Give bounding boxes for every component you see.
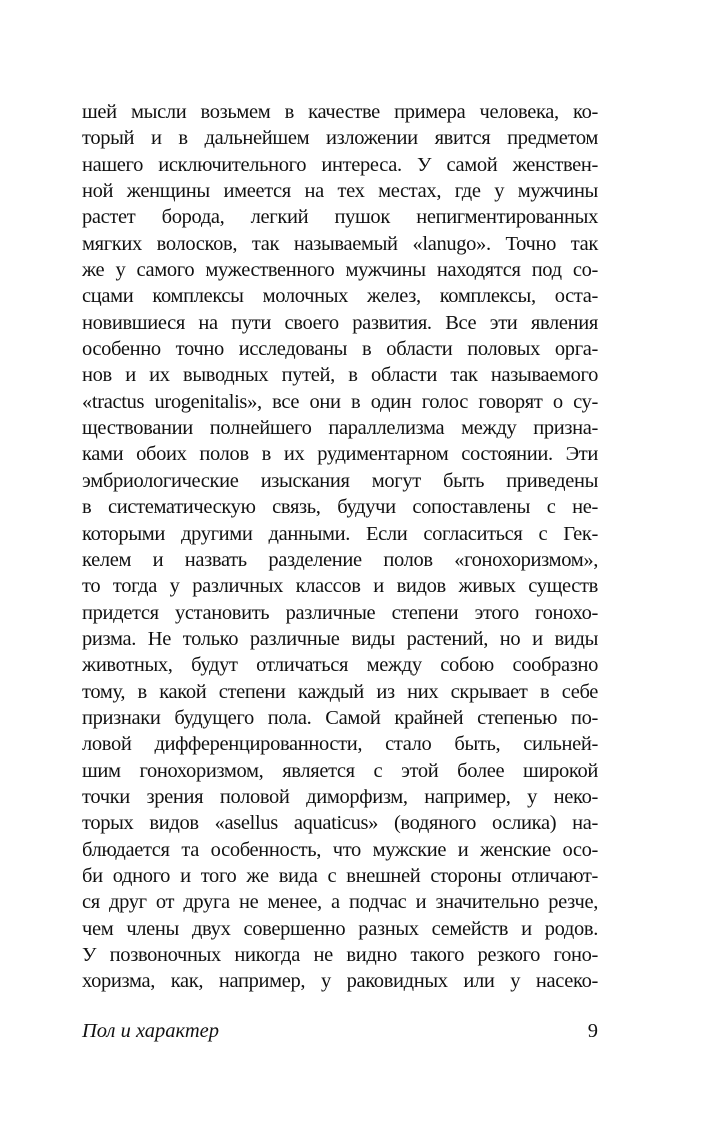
text-line: то тогда у различных классов и видов живых существ	[82, 575, 598, 598]
text-line: тому, в какой степени каждый из них скрывает в себе	[82, 680, 598, 703]
text-line: признаки будущего пола. Самой крайней степенью по-	[82, 706, 598, 729]
text-line: нов и их выводных путей, в области так называемого	[82, 364, 598, 387]
text-line: ризма. Не только различные виды растений, но и виды	[82, 627, 598, 650]
text-line: придется установить различные степени этого гонохо-	[82, 601, 598, 624]
text-line: «tractus urogenitalis», все они в один голос говорят о су-	[82, 390, 598, 413]
text-line: точки зрения половой диморфизм, например, у неко-	[82, 785, 598, 808]
page-body-text	[82, 99, 598, 995]
text-line: келем и назвать разделение полов «гонохоризмом»,	[82, 548, 598, 571]
text-line: растет борода, легкий пушок непигментированных	[82, 206, 598, 229]
text-line: ловой дифференцированности, стало быть, сильней-	[82, 733, 598, 756]
text-line: которыми другими данными. Если согласиться с Гек-	[82, 522, 598, 545]
text-line: би одного и того же вида с внешней стороны отличают-	[82, 864, 598, 887]
text-line: блюдается та особенность, что мужские и женские осо-	[82, 838, 598, 861]
text-line: животных, будут отличаться между собою сообразно	[82, 654, 598, 677]
text-line: ществовании полнейшего параллелизма между призна-	[82, 417, 598, 440]
text-line: в систематическую связь, будучи сопоставлены с не-	[82, 496, 598, 519]
page-footer	[82, 1018, 598, 1044]
text-line: эмбриологические изыскания могут быть приведены	[82, 469, 598, 492]
text-line: шим гонохоризмом, является с этой более широкой	[82, 759, 598, 782]
text-line: особенно точно исследованы в области половых орга-	[82, 338, 598, 361]
text-line: ной женщины имеется на тех местах, где у мужчины	[82, 180, 598, 203]
text-line: торый и в дальнейшем изложении явится предметом	[82, 127, 598, 150]
text-line: У позвоночных никогда не видно такого резкого гоно-	[82, 944, 598, 966]
text-line: новившиеся на пути своего развития. Все эти явления	[82, 311, 598, 334]
text-line: ся друг от друга не менее, а подчас и значительно резче,	[82, 891, 598, 914]
text-line: мягких волосков, так называемый «lanugo». Точно так	[82, 232, 598, 255]
text-line: ками обоих полов в их рудиментарном состоянии. Эти	[82, 443, 598, 466]
text-line: хоризма, как, например, у раковидных или у насеко-	[82, 970, 598, 993]
text-line: чем члены двух совершенно разных семейств и родов.	[82, 917, 598, 940]
running-title: Пол и характер	[82, 1020, 220, 1042]
page-number: 9	[587, 1020, 598, 1042]
text-line: сцами комплексы молочных желез, комплексы, оста-	[82, 285, 598, 308]
text-line: же у самого мужественного мужчины находятся под со-	[82, 259, 598, 282]
text-line: нашего исключительного интереса. У самой женствен-	[82, 153, 598, 176]
text-line: шей мысли возьмем в качестве примера человека, ко-	[82, 101, 598, 123]
text-line: торых видов «asellus aquaticus» (водяного ослика) на-	[82, 812, 598, 835]
